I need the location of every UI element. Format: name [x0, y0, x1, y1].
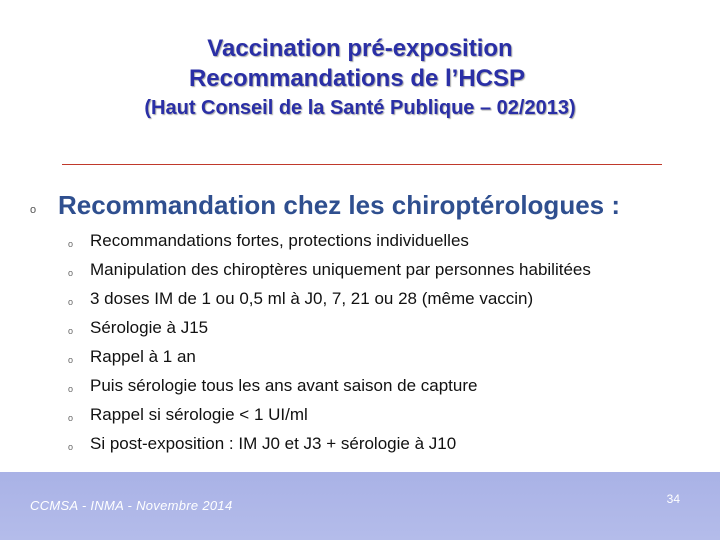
bullet-marker-icon: o [68, 268, 74, 278]
sub-bullet-item [0, 402, 720, 431]
bullet-marker-icon: o [68, 239, 74, 249]
sub-bullet-text: Rappel à 1 an [90, 347, 196, 366]
sub-bullet-list [0, 228, 720, 460]
sub-bullet-text: Sérologie à J15 [90, 318, 209, 337]
sub-bullet-item [0, 286, 720, 315]
sub-bullet-text: Recommandations fortes, protections individuelles [90, 231, 469, 250]
main-bullet-text: Recommandation chez les chiroptérologues : [58, 190, 620, 220]
bullet-marker-icon: o [30, 204, 37, 216]
title-line-2: Recommandations de l’HCSP [188, 65, 526, 92]
slide-title [0, 34, 720, 122]
sub-bullet-item [0, 431, 720, 460]
bullet-marker-icon: o [68, 413, 74, 423]
sub-bullet-text: Puis sérologie tous les ans avant saison de capture [90, 376, 478, 395]
bullet-marker-icon: o [68, 355, 74, 365]
footer-bar [0, 472, 720, 540]
sub-bullet-item [0, 228, 720, 257]
title-line-3: (Haut Conseil de la Santé Publique – 02/2013) [144, 97, 576, 119]
title-divider [62, 164, 662, 165]
sub-bullet-item [0, 315, 720, 344]
bullet-marker-icon: o [68, 442, 74, 452]
bullet-marker-icon: o [68, 297, 74, 307]
sub-bullet-text: 3 doses IM de 1 ou 0,5 ml à J0, 7, 21 ou 28 (même vaccin) [90, 289, 534, 308]
sub-bullet-item [0, 373, 720, 402]
bullet-marker-icon: o [68, 326, 74, 336]
sub-bullet-text: Manipulation des chiroptères uniquement par personnes habilitées [90, 260, 591, 279]
sub-bullet-item [0, 257, 720, 286]
sub-bullet-item [0, 344, 720, 373]
footer-text: CCMSA - INMA - Novembre 2014 [30, 498, 233, 513]
sub-bullet-text: Si post-exposition : IM J0 et J3 + sérologie à J10 [90, 434, 457, 453]
page-number: 34 [666, 492, 680, 506]
title-line-1: Vaccination pré-exposition [207, 35, 513, 62]
bullet-marker-icon: o [68, 384, 74, 394]
sub-bullet-text: Rappel si sérologie < 1 UI/ml [90, 405, 308, 424]
